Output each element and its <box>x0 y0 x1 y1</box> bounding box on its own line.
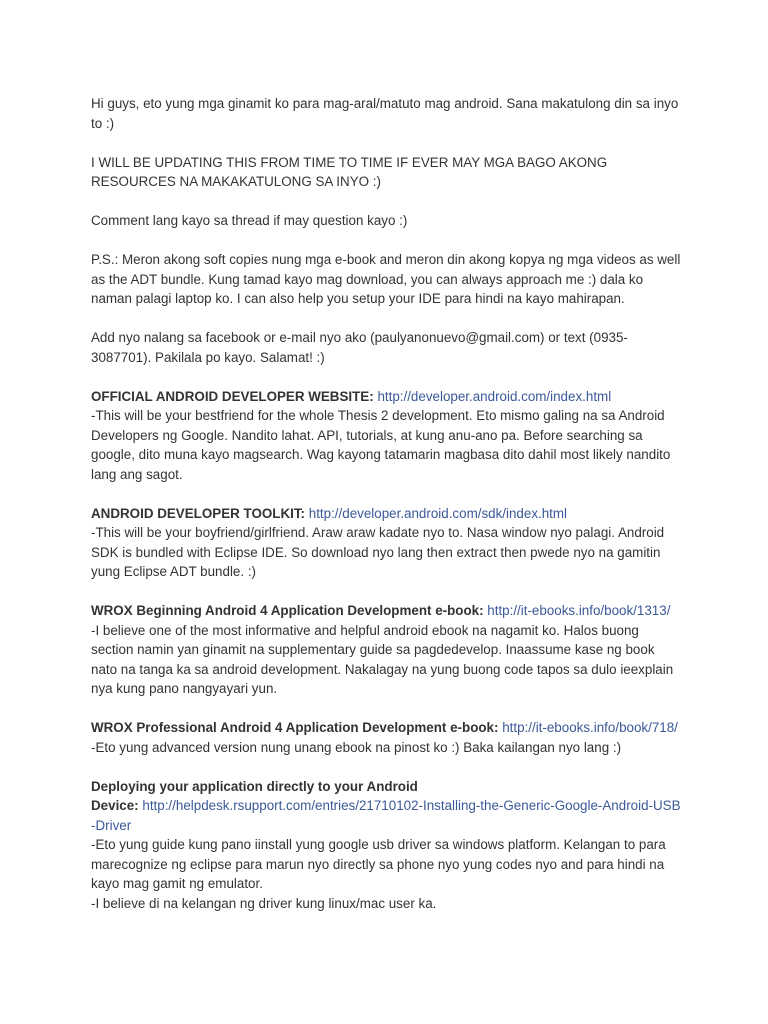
resource-description: -This will be your bestfriend for the whole Thesis 2 development. Eto mismo galing na sa Android Developers ng Google. Nandito lahat. API, tutorials, at kung anu-ano pa. Before searching sa google, dito muna kayo magsearch. Wag kayong tatamarin magbasa dito dahil most likely nandito lang ang sagot. <box>91 408 671 482</box>
resource-description: -Eto yung guide kung pano iinstall yung google usb driver sa windows platform. Kelangan to para marecognize ng eclipse para marun nyo directly sa phone nyo yung codes nyo and para hindi na kayo mag gamit ng emulator. <box>91 837 666 891</box>
resource-title-line-1: Deploying your application directly to your Android <box>91 778 418 794</box>
intro-paragraph-4: P.S.: Meron akong soft copies nung mga e-book and meron din akong kopya ng mga videos as well as the ADT bundle. Kung tamad kayo mag download, you can always approach me :) dala ko naman palagi laptop ko. I can also help you setup your IDE para hindi na kayo mahirapan. <box>91 252 681 306</box>
resource-title: ANDROID DEVELOPER TOOLKIT: <box>91 505 306 521</box>
document-body <box>91 94 681 933</box>
resource-heading <box>91 504 681 524</box>
intro-paragraph-2: I WILL BE UPDATING THIS FROM TIME TO TIME IF EVER MAY MGA BAGO AKONG RESOURCES NA MAKAKATULONG SA INYO :) <box>91 154 608 189</box>
resource-android-developer-toolkit <box>91 504 681 582</box>
resource-link[interactable]: http://it-ebooks.info/book/1313/ <box>487 603 671 618</box>
resource-title: WROX Beginning Android 4 Application Development e-book: <box>91 603 484 618</box>
resource-link[interactable]: http://developer.android.com/sdk/index.html <box>308 505 568 521</box>
resource-description: -This will be your boyfriend/girlfriend. Araw araw kadate nyo to. Nasa window nyo palagi. Android SDK is bundled with Eclipse IDE. So download nyo lang then extract then pwede nyo na gamitin yung Eclipse ADT bundle. :) <box>91 525 665 579</box>
intro-paragraph-1: Hi guys, eto yung mga ginamit ko para mag-aral/matuto mag android. Sana makatulong din sa inyo to :) <box>91 96 679 131</box>
resource-deploying-to-device <box>91 777 681 914</box>
resource-title: OFFICIAL ANDROID DEVELOPER WEBSITE: <box>91 388 374 404</box>
resource-wrox-beginning-ebook <box>91 601 681 699</box>
resource-wrox-professional-ebook <box>91 718 681 757</box>
intro-paragraph-3: Comment lang kayo sa thread if may question kayo :) <box>91 213 408 228</box>
resource-description: -Eto yung advanced version nung unang ebook na pinost ko :) Baka kailangan nyo lang :) <box>91 739 622 755</box>
resource-description-note: -I believe di na kelangan ng driver kung linux/mac user ka. <box>91 895 437 911</box>
resource-heading <box>91 796 681 835</box>
resource-title-line-2: Device: <box>91 798 139 813</box>
resource-description: -I believe one of the most informative and helpful android ebook na nagamit ko. Halos buong section namin yan ginamit na supplementary guide sa pagdedevelop. Inaassume kase ng book nato na tanga ka sa android development. Nakalagay na yung buong code tapos sa dulo ieexplain nya kung pano nangyayari yun. <box>91 622 674 696</box>
resource-heading <box>91 601 681 621</box>
resource-title: WROX Professional Android 4 Application Development e-book: <box>91 720 499 735</box>
resource-heading <box>91 718 681 738</box>
resource-link[interactable]: http://helpdesk.rsupport.com/entries/21710102-Installing-the-Generic-Google-Android-USB-Driver <box>91 798 681 833</box>
intro-paragraph-5: Add nyo nalang sa facebook or e-mail nyo ako (paulyanonuevo@gmail.com) or text (0935-3087701). Pakilala po kayo. Salamat! :) <box>91 330 628 365</box>
resource-link[interactable]: http://it-ebooks.info/book/718/ <box>502 720 678 735</box>
resource-android-developer-website <box>91 387 681 485</box>
resource-heading <box>91 387 681 407</box>
resource-link[interactable]: http://developer.android.com/index.html <box>377 388 612 404</box>
